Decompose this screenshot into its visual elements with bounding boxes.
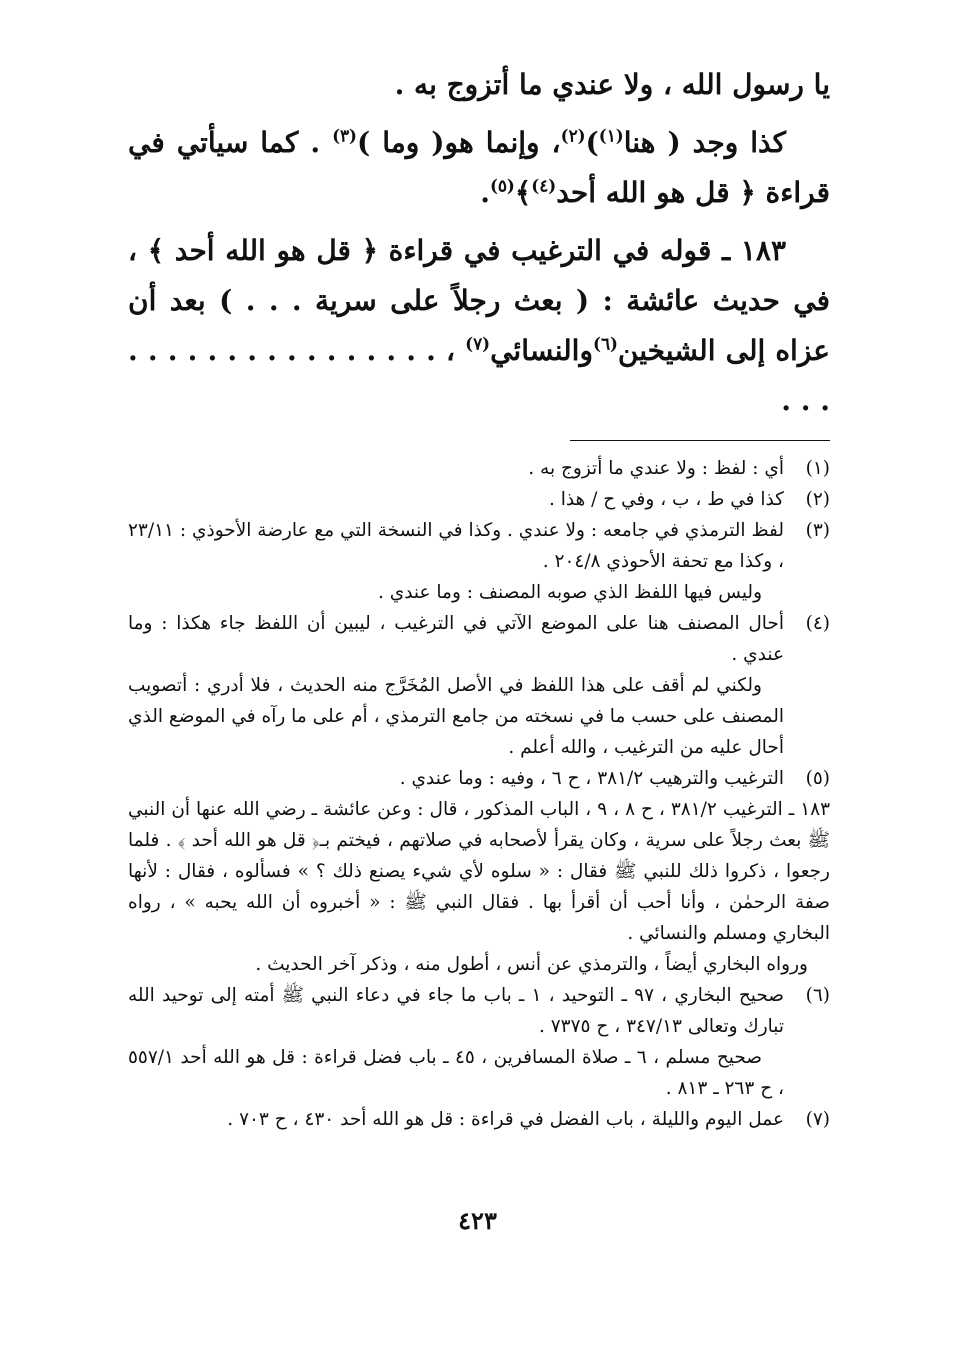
text-run: ، وإنما هو( وما ) [357, 126, 561, 159]
reference-183 [128, 794, 830, 980]
footnote-number: (٢) [805, 489, 830, 510]
footnote-number: (٦) [805, 985, 830, 1006]
footnote-text: كذا في ط ، ب ، وفي ح / هذا . [548, 489, 784, 510]
footnote-marker[interactable]: (٧) [465, 333, 491, 354]
text-run: والنسائي [490, 334, 593, 367]
footnote-text: صحيح مسلم ، ٦ ـ صلاة المسافرين ، ٤٥ ـ باب فضل قراءة : قل هو الله أحد ٥٥٧/١ ، ح ٢٦٣ ـ ٨١٣ . [128, 1047, 784, 1099]
footnote-marker[interactable]: (٥) [489, 175, 515, 196]
footnote-marker[interactable]: (٦) [592, 333, 618, 354]
footnote-separator [570, 440, 830, 441]
footnote-number: (٣) [805, 520, 830, 541]
main-paragraph-2 [128, 118, 830, 218]
footnote-7 [128, 1104, 830, 1135]
footnote-5 [128, 763, 830, 794]
footnote-text: صحيح البخاري ، ٩٧ ـ التوحيد ، ١ ـ باب ما جاء في دعاء النبي ﷺ أمته إلى توحيد الله تبارك وتعالى ٣٤٧/١٣ ، ح ٧٣٧٥ . [128, 985, 785, 1037]
main-text [128, 60, 830, 426]
reference-text: ١٨٣ ـ الترغيب ٣٨١/٢ ، ح ٨ ، ٩ ، الباب المذكور ، قال : وعن عائشة ـ رضي الله عنها أن النبي ﷺ بعث رجلاً على سرية ، وكان يقرأ لأصحابه في صلاتهم ، فيختم بـ﴿ قل هو الله أحد ﴾ . فلما رجعوا ، ذكروا ذلك للنبي ﷺ فقال : « سلوه لأي شيء يصنع ذلك ؟ » فسألوه ، فقال : لأنها صفة الرحمٰن ، وأنا أحب أن أقرأ بها . فقال النبي ﷺ : « أخبروه أن الله يحبه » ، رواه البخاري ومسلم والنسائي . [128, 799, 831, 944]
main-line-1: يا رسول الله ، ولا عندي ما أتزوج به . [394, 68, 830, 101]
ellipsis-dots: . . . . . . . . . . . . . . . . . . . [128, 334, 830, 417]
footnote-4 [128, 608, 830, 763]
page-number: ٤٢٣ [458, 1206, 497, 1235]
footnote-6 [128, 980, 830, 1104]
reference-text: ورواه البخاري أيضاً ، والترمذي عن أنس ، أطول منه ، وذكر آخر الحديث . [255, 954, 808, 975]
footnote-number: (٧) [805, 1109, 830, 1130]
footnote-text: الترغيب والترهيب ٣٨١/٢ ، ح ٦ ، وفيه : وما عندي . [399, 768, 784, 789]
footnotes [128, 453, 830, 1135]
text-run: ، [445, 334, 456, 367]
footnote-1 [128, 453, 830, 484]
text-run: ﴾ [514, 176, 532, 209]
text-run: ١٨٣ ـ قوله في الترغيب في قراءة ﴿ قل هو الله أحد ﴾ ، في حديث عائشة : ( بعث رجلاً على سرية . . . ) بعد أن عزاه إلى الشيخين [128, 234, 830, 367]
text-run: ) [585, 126, 599, 159]
footnote-number: (٥) [805, 768, 830, 789]
footnote-text: عمل اليوم والليلة ، باب الفضل في قراءة : قل هو الله أحد ٤٣٠ ، ح ٧٠٣ . [227, 1109, 784, 1130]
footnote-marker[interactable]: (٣) [332, 125, 357, 146]
page [128, 60, 830, 1340]
footnote-3 [128, 515, 830, 608]
text-run: . [480, 176, 490, 209]
footnote-number: (١) [805, 458, 830, 479]
footnote-marker[interactable]: (٤) [531, 175, 557, 196]
footnote-text: ولكني لم أقف على هذا اللفظ في الأصل المُخَرَّج منه الحديث ، فلا أدري : أتصويب المصنف على حسب ما في نسخته من جامع الترمذي ، أم على ما رآه في الموضع الذي أحال عليه من الترغيب ، والله أعلم . [128, 675, 784, 758]
text-run: كذا وجد ( هنا [623, 126, 787, 159]
footnote-number: (٤) [805, 613, 830, 634]
footnote-text: أي : لفظ : ولا عندي ما أتزوج به . [528, 458, 784, 479]
footnote-text: وليس فيها اللفظ الذي صوبه المصنف : وما عندي . [377, 582, 762, 603]
main-paragraph-3 [128, 226, 830, 426]
footnote-marker[interactable]: (١) [598, 125, 624, 146]
text-run: . كما سيأتي في قراءة ﴿ قل هو الله أحد [128, 126, 830, 209]
footnote-text: لفظ الترمذي في جامعه : ولا عندي . وكذا في النسخة التي مع عارضة الأحوذي : ٢٣/١١ ، وكذا مع تحفة الأحوذي ٢٠٤/٨ . [128, 520, 784, 572]
footnote-2 [128, 484, 830, 515]
footnote-marker[interactable]: (٢) [560, 125, 586, 146]
footnote-text: أحال المصنف هنا على الموضع الآتي في الترغيب ، ليبين أن اللفظ جاء هكذا : وما عندي . [128, 613, 784, 665]
